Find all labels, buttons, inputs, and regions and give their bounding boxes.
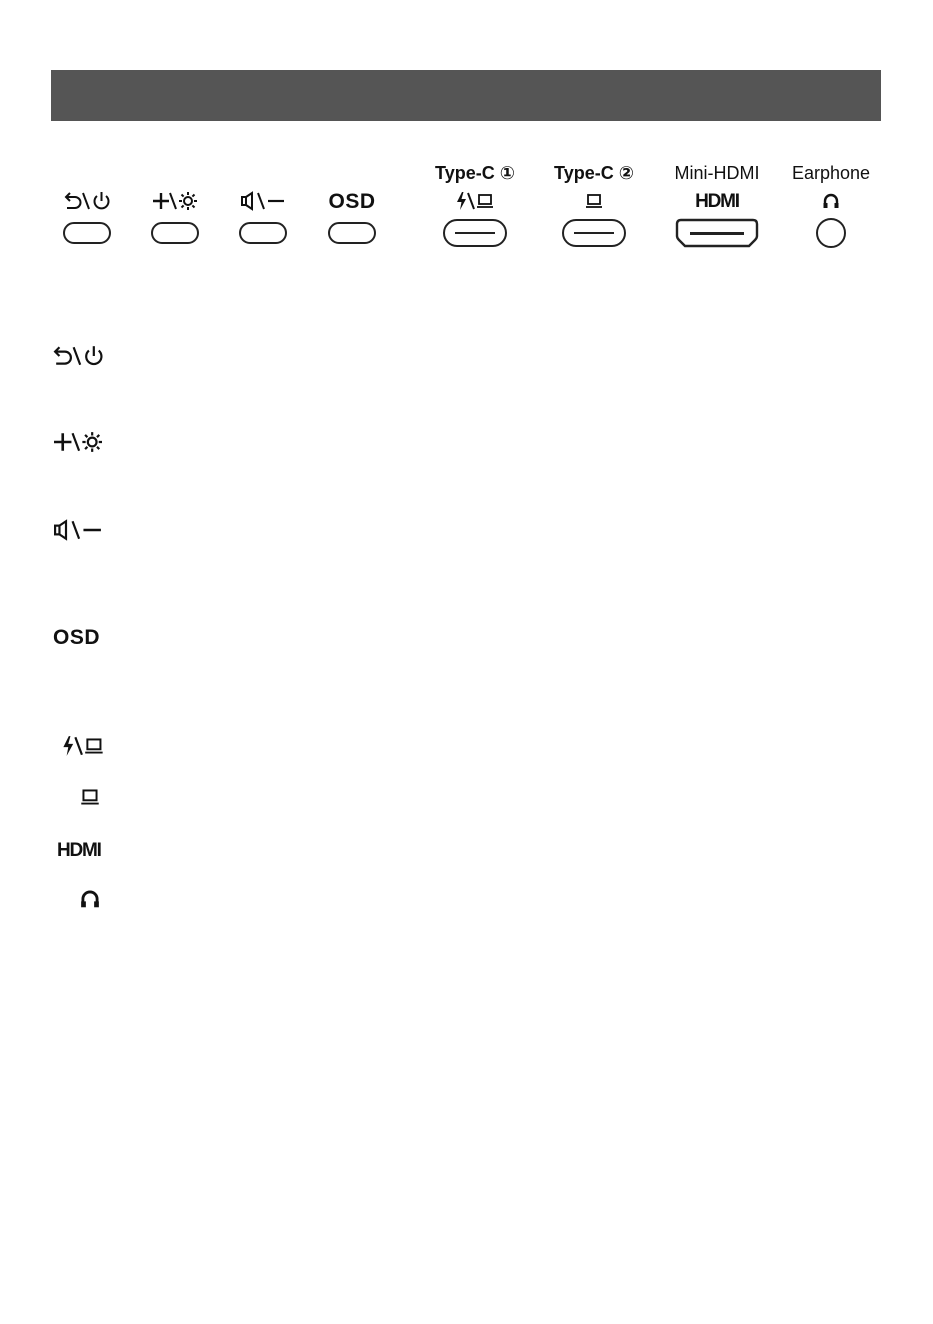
slash-separator xyxy=(73,433,80,450)
volume-minus-glyph xyxy=(50,518,106,542)
control-osd xyxy=(322,160,382,250)
brightness-icon xyxy=(82,432,102,452)
mini-hdmi-port[interactable] xyxy=(675,218,759,248)
slash-separator xyxy=(75,737,82,754)
earphone-jack[interactable] xyxy=(816,218,846,248)
back-power-button[interactable] xyxy=(63,222,111,244)
speaker-icon xyxy=(242,193,252,209)
type-c-2-port[interactable] xyxy=(562,219,626,247)
type-c-2-title: Type-C ② xyxy=(554,163,634,183)
plus-brightness-glyph xyxy=(50,430,106,454)
legend-earphone xyxy=(78,886,102,912)
headphone-icon xyxy=(78,886,102,912)
slash-separator xyxy=(83,193,89,209)
legend-type-c-2 xyxy=(78,785,102,809)
control-type-c-2 xyxy=(536,160,652,250)
monitor-icon xyxy=(78,785,102,809)
plus-icon xyxy=(153,193,169,209)
back-arrow-icon xyxy=(55,347,71,363)
control-type-c-1 xyxy=(416,160,534,250)
plus-brightness-button[interactable] xyxy=(151,222,199,244)
type-c-1-glyph xyxy=(58,734,108,758)
legend-back-power xyxy=(50,344,106,368)
slash-separator xyxy=(74,347,81,364)
lightning-icon xyxy=(457,192,466,210)
speaker-icon xyxy=(55,521,66,538)
brightness-icon xyxy=(179,192,197,210)
headphone-icon xyxy=(821,190,841,212)
hdmi-label: HDMI xyxy=(695,190,739,212)
monitor-icon xyxy=(477,195,493,207)
hdmi-label: HDMI xyxy=(57,840,101,861)
plus-icon xyxy=(54,433,71,450)
back-power-glyph xyxy=(50,344,106,368)
control-earphone xyxy=(786,160,876,250)
section-header-bar xyxy=(51,70,881,121)
monitor-icon xyxy=(584,190,604,212)
legend-osd xyxy=(53,627,100,648)
osd-label: OSD xyxy=(328,189,376,213)
osd-label: OSD xyxy=(53,626,101,649)
legend-hdmi xyxy=(57,841,101,860)
power-icon xyxy=(86,346,101,364)
slash-separator xyxy=(258,193,264,209)
legend-type-c-1 xyxy=(58,734,108,758)
slash-separator xyxy=(170,193,176,209)
legend-volume-minus xyxy=(50,518,106,542)
monitor-icon xyxy=(85,739,102,752)
type-c-1-title: Type-C ① xyxy=(435,163,515,183)
slash-separator xyxy=(73,521,80,538)
control-mini-hdmi xyxy=(664,160,770,250)
back-power-glyph xyxy=(62,190,112,212)
control-back-power xyxy=(58,160,116,250)
back-arrow-icon xyxy=(66,193,81,208)
legend-plus-brightness xyxy=(50,430,106,454)
control-plus-brightness xyxy=(146,160,204,250)
type-c-1-glyph xyxy=(453,190,497,212)
volume-minus-glyph xyxy=(238,190,288,212)
control-volume-minus xyxy=(234,160,292,250)
volume-minus-button[interactable] xyxy=(239,222,287,244)
mini-hdmi-title: Mini-HDMI xyxy=(674,163,760,183)
osd-button[interactable] xyxy=(328,222,376,244)
plus-brightness-glyph xyxy=(150,190,200,212)
lightning-icon xyxy=(63,736,73,756)
earphone-title: Earphone xyxy=(791,163,871,183)
type-c-1-port[interactable] xyxy=(443,219,507,247)
slash-separator xyxy=(468,193,474,209)
power-icon xyxy=(95,192,109,208)
